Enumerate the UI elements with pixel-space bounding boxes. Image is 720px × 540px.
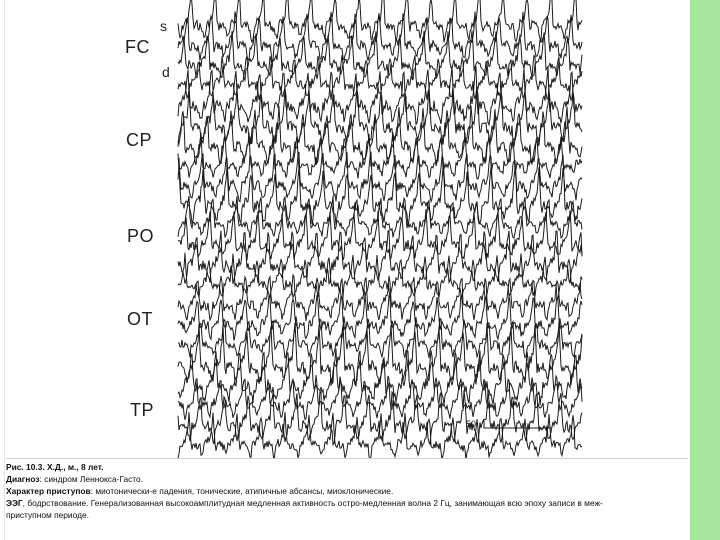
lead-label-fc: FC bbox=[125, 37, 150, 57]
figure-title: Рис. 10.3. Х.Д., м., 8 лет. bbox=[6, 462, 104, 472]
scale-bar-label: 50 bbox=[466, 419, 477, 429]
eeg-trace bbox=[178, 87, 582, 147]
lead-label-tp: TP bbox=[130, 400, 155, 420]
figure-caption bbox=[6, 461, 688, 521]
eeg-trace bbox=[178, 294, 582, 340]
diagnosis-line: Диагноз: синдром Леннокса-Гасто. bbox=[6, 474, 144, 484]
eeg-traces bbox=[6, 0, 688, 458]
eeg-line: ЭЭГ, бодрствование. Генерализованная высокоамплитудная медленная активность остро-медленная волна 2 Гц, занимающая всю эпоху записи в меж- приступном периоде. bbox=[6, 498, 603, 520]
lead-label-po: PO bbox=[127, 226, 155, 246]
eeg-trace bbox=[178, 196, 582, 238]
polarity-d: d bbox=[162, 64, 170, 80]
seizures-line: Характер приступов: миотонически-е падения, тонические, атипичные абсансы, миоклонические. bbox=[6, 486, 394, 496]
eeg-recording bbox=[6, 0, 688, 458]
eeg-trace bbox=[178, 275, 582, 321]
side-strip bbox=[690, 0, 720, 540]
left-border bbox=[4, 0, 5, 540]
lead-label-cp: CP bbox=[126, 130, 153, 150]
lead-label-ot: OT bbox=[127, 309, 153, 329]
polarity-s: s bbox=[160, 18, 167, 34]
caption-separator bbox=[6, 458, 688, 459]
eeg-trace bbox=[178, 152, 582, 202]
